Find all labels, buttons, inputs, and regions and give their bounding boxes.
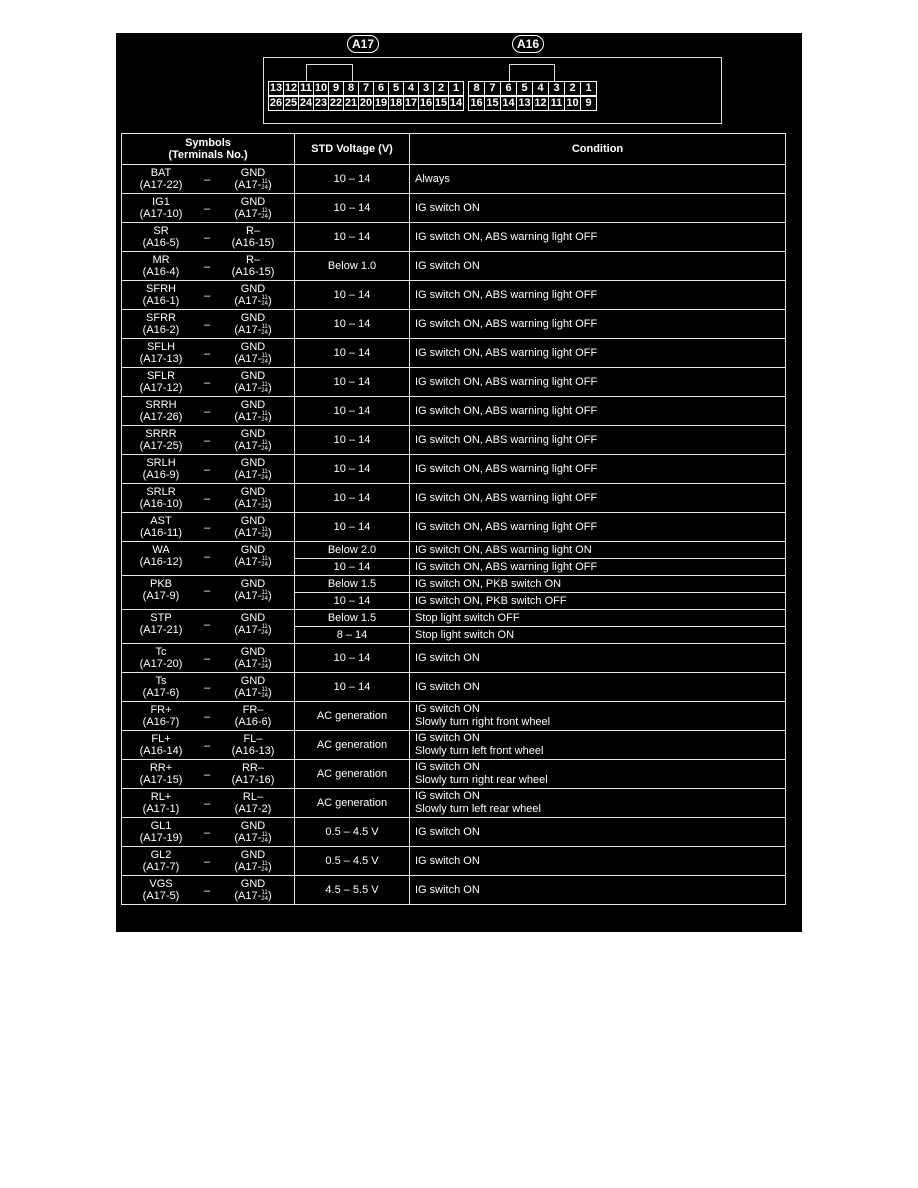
terminal-negative: GND (A17-11 24) <box>234 578 272 603</box>
condition-cell: IG switch ON, ABS warning light OFF <box>410 455 786 484</box>
condition-cell: IG switch ON, ABS warning light OFF <box>410 368 786 397</box>
terminal-positive: AST (A16-11) <box>140 515 182 539</box>
condition-cell: IG switch ON, ABS warning light OFF <box>410 513 786 542</box>
std-voltage-cell: Below 1.0 <box>295 252 410 281</box>
table-row <box>122 310 786 339</box>
terminal-positive: SFRR (A16-2) <box>142 312 180 336</box>
condition-cell: IG switch ON <box>410 252 786 281</box>
separator-dash: – <box>204 827 211 839</box>
std-voltage-cell: 10 – 14 <box>295 223 410 252</box>
condition-cell: IG switch ON <box>410 818 786 847</box>
connector-pin: 11 <box>298 81 314 96</box>
condition-cell: IG switch ON, ABS warning light OFF <box>410 339 786 368</box>
terminal-pair-cell <box>122 397 295 426</box>
condition-cell: IG switch ON <box>410 847 786 876</box>
condition-cell: Stop light switch OFF <box>410 610 786 627</box>
terminal-pair-cell <box>122 281 295 310</box>
terminal-pair-cell <box>122 818 295 847</box>
terminal-positive: SRLH (A16-9) <box>142 457 180 481</box>
condition-cell: IG switch ON <box>410 194 786 223</box>
condition-cell: IG switch ON Slowly turn left front wheel <box>410 731 786 760</box>
terminal-negative: GND (A17-11 24) <box>234 646 272 671</box>
table-row <box>122 252 786 281</box>
separator-dash: – <box>204 493 211 505</box>
terminal-positive: RR+ (A17-15) <box>139 762 183 786</box>
connector-pin: 18 <box>389 97 403 109</box>
separator-dash: – <box>204 653 211 665</box>
std-voltage-cell: 10 – 14 <box>295 368 410 397</box>
connector-pin: 3 <box>548 81 565 96</box>
connector-pin: 26 <box>269 97 283 109</box>
connector-pin: 2 <box>433 81 449 96</box>
connector-pin: 13 <box>269 82 283 94</box>
connector-pin: 20 <box>359 97 373 109</box>
connector-pin: 7 <box>358 81 374 96</box>
condition-cell: IG switch ON, PKB switch OFF <box>410 593 786 610</box>
terminal-negative: RR– (A17-16) <box>231 762 275 786</box>
terminal-negative: GND (A17-11 24) <box>234 428 272 453</box>
std-voltage-cell: 0.5 – 4.5 V <box>295 847 410 876</box>
terminal-pair-cell <box>122 455 295 484</box>
terminal-positive: SRRR (A17-25) <box>139 428 183 452</box>
terminal-negative: GND (A17-11 24) <box>234 675 272 700</box>
separator-dash: – <box>204 435 211 447</box>
separator-dash: – <box>204 319 211 331</box>
terminal-pair-cell <box>122 576 295 610</box>
terminal-negative: GND (A17-11 24) <box>234 196 272 221</box>
condition-cell: IG switch ON, ABS warning light OFF <box>410 281 786 310</box>
terminal-positive: GL1 (A17-19) <box>139 820 183 844</box>
condition-cell: IG switch ON, PKB switch ON <box>410 576 786 593</box>
header-condition: Condition <box>410 134 786 165</box>
terminal-positive: WA (A16-12) <box>139 544 183 568</box>
std-voltage-cell: 0.5 – 4.5 V <box>295 818 410 847</box>
terminal-positive: RL+ (A17-1) <box>142 791 180 815</box>
connector-pin: 3 <box>418 81 434 96</box>
terminal-negative: GND (A17-11 24) <box>234 457 272 482</box>
std-voltage-cell: 4.5 – 5.5 V <box>295 876 410 905</box>
connector-pin: 16 <box>468 96 485 111</box>
terminal-pair-cell <box>122 542 295 576</box>
separator-dash: – <box>204 464 211 476</box>
separator-dash: – <box>204 585 211 597</box>
connector-pin: 8 <box>343 81 359 96</box>
separator-dash: – <box>204 769 211 781</box>
std-voltage-cell: 10 – 14 <box>295 484 410 513</box>
terminal-positive: PKB (A17-9) <box>142 578 180 602</box>
table-row <box>122 484 786 513</box>
table-row <box>122 760 786 789</box>
table-row <box>122 281 786 310</box>
connector-pin: 7 <box>484 81 501 96</box>
std-voltage-cell: 10 – 14 <box>295 310 410 339</box>
std-voltage-cell: Below 1.5 <box>295 610 410 627</box>
separator-dash: – <box>204 856 211 868</box>
connector-pin: 4 <box>532 81 549 96</box>
connector-pin: 6 <box>500 81 517 96</box>
connector-latch-a16 <box>509 64 555 82</box>
separator-dash: – <box>204 798 211 810</box>
connector-pin: 16 <box>419 97 433 109</box>
terminal-positive: MR (A16-4) <box>142 254 180 278</box>
connector-a16-bottom-row <box>468 96 596 111</box>
terminal-pair-cell <box>122 760 295 789</box>
connector-pin: 13 <box>516 96 533 111</box>
connector-latch-a17 <box>306 64 353 82</box>
terminal-negative: GND (A17-11 24) <box>234 167 272 192</box>
connector-pin: 11 <box>548 96 565 111</box>
terminal-negative: RL– (A17-2) <box>234 791 272 815</box>
connector-a16-top-row <box>468 81 596 96</box>
separator-dash: – <box>204 740 211 752</box>
terminal-voltage-table <box>121 133 786 905</box>
separator-dash: – <box>204 261 211 273</box>
terminal-negative: GND (A17-11 24) <box>234 820 272 845</box>
separator-dash: – <box>204 885 211 897</box>
table-row <box>122 455 786 484</box>
connector-pin: 10 <box>314 82 328 94</box>
condition-cell: Always <box>410 165 786 194</box>
terminal-pair-cell <box>122 610 295 644</box>
connector-pin: 12 <box>532 96 549 111</box>
std-voltage-cell: 10 – 14 <box>295 455 410 484</box>
terminal-positive: SRRH (A17-26) <box>139 399 183 423</box>
terminal-pair-cell <box>122 194 295 223</box>
table-row <box>122 339 786 368</box>
separator-dash: – <box>204 377 211 389</box>
condition-cell: IG switch ON, ABS warning light OFF <box>410 397 786 426</box>
std-voltage-cell: Below 2.0 <box>295 542 410 559</box>
connector-pin: 10 <box>564 96 581 111</box>
table-row <box>122 368 786 397</box>
terminal-negative: GND (A17-11 24) <box>234 486 272 511</box>
condition-cell: IG switch ON, ABS warning light OFF <box>410 310 786 339</box>
condition-cell: IG switch ON Slowly turn left rear wheel <box>410 789 786 818</box>
table-row <box>122 397 786 426</box>
connector-pin: 9 <box>580 96 597 111</box>
terminal-negative: FR– (A16-6) <box>234 704 272 728</box>
connector-pin: 14 <box>449 97 463 109</box>
table-row <box>122 610 786 627</box>
std-voltage-cell: 10 – 14 <box>295 194 410 223</box>
terminal-pair-cell <box>122 847 295 876</box>
condition-cell: IG switch ON Slowly turn right rear wheel <box>410 760 786 789</box>
connector-pin: 24 <box>299 97 313 109</box>
terminal-positive: STP (A17-21) <box>139 612 183 636</box>
connector-pin: 19 <box>374 97 388 109</box>
terminal-pair-cell <box>122 426 295 455</box>
separator-dash: – <box>204 290 211 302</box>
document-page <box>116 33 802 932</box>
terminal-pair-cell <box>122 484 295 513</box>
condition-cell: IG switch ON, ABS warning light OFF <box>410 426 786 455</box>
connector-pin: 14 <box>500 96 517 111</box>
condition-cell: Stop light switch ON <box>410 627 786 644</box>
std-voltage-cell: 10 – 14 <box>295 644 410 673</box>
std-voltage-cell: 10 – 14 <box>295 281 410 310</box>
std-voltage-cell: 10 – 14 <box>295 559 410 576</box>
terminal-negative: GND (A17-11 24) <box>234 544 272 569</box>
header-voltage: STD Voltage (V) <box>295 134 410 165</box>
connector-pin: 1 <box>580 81 597 96</box>
terminal-negative: GND (A17-11 24) <box>234 341 272 366</box>
terminal-negative: GND (A17-11 24) <box>234 370 272 395</box>
connector-pin: 23 <box>314 97 328 109</box>
connector-pin: 21 <box>344 97 358 109</box>
terminal-positive: SRLR (A16-10) <box>139 486 183 510</box>
separator-dash: – <box>204 406 211 418</box>
terminal-pair-cell <box>122 339 295 368</box>
table-row <box>122 513 786 542</box>
condition-cell: IG switch ON <box>410 673 786 702</box>
separator-dash: – <box>204 619 211 631</box>
condition-cell: IG switch ON Slowly turn right front wheel <box>410 702 786 731</box>
condition-cell: IG switch ON, ABS warning light ON <box>410 542 786 559</box>
connector-a17-top-row <box>268 81 463 96</box>
table-row <box>122 542 786 559</box>
connector-pin: 8 <box>468 81 485 96</box>
std-voltage-cell: 8 – 14 <box>295 627 410 644</box>
table-row <box>122 223 786 252</box>
connector-pin: 17 <box>404 97 418 109</box>
terminal-pair-cell <box>122 876 295 905</box>
terminal-pair-cell <box>122 673 295 702</box>
std-voltage-cell: AC generation <box>295 789 410 818</box>
terminal-positive: FR+ (A16-7) <box>142 704 180 728</box>
terminal-positive: FL+ (A16-14) <box>139 733 183 757</box>
table-row <box>122 876 786 905</box>
std-voltage-cell: AC generation <box>295 760 410 789</box>
terminal-negative: GND (A17-11 24) <box>234 312 272 337</box>
std-voltage-cell: AC generation <box>295 731 410 760</box>
separator-dash: – <box>204 203 211 215</box>
terminal-negative: R– (A16-15) <box>231 254 275 278</box>
std-voltage-cell: 10 – 14 <box>295 673 410 702</box>
terminal-pair-cell <box>122 513 295 542</box>
terminal-positive: SFRH (A16-1) <box>142 283 180 307</box>
std-voltage-cell: 10 – 14 <box>295 165 410 194</box>
terminal-positive: IG1 (A17-10) <box>139 196 183 220</box>
terminal-pair-cell <box>122 731 295 760</box>
table-row <box>122 673 786 702</box>
terminal-negative: FL– (A16-13) <box>231 733 275 757</box>
terminal-positive: Ts (A17-6) <box>142 675 180 699</box>
table-row <box>122 702 786 731</box>
condition-cell: IG switch ON, ABS warning light OFF <box>410 223 786 252</box>
terminal-negative: GND (A17-11 24) <box>234 849 272 874</box>
std-voltage-cell: Below 1.5 <box>295 576 410 593</box>
std-voltage-cell: 10 – 14 <box>295 593 410 610</box>
connector-pin: 5 <box>388 81 404 96</box>
terminal-pair-cell <box>122 702 295 731</box>
table-row <box>122 789 786 818</box>
terminal-pair-cell <box>122 310 295 339</box>
condition-cell: IG switch ON <box>410 644 786 673</box>
terminal-pair-cell <box>122 368 295 397</box>
table-row <box>122 194 786 223</box>
table-row <box>122 576 786 593</box>
table-row <box>122 847 786 876</box>
terminal-negative: GND (A17-11 24) <box>234 399 272 424</box>
connector-pin: 9 <box>328 81 344 96</box>
table-row <box>122 818 786 847</box>
table-row <box>122 731 786 760</box>
connector-pin: 15 <box>434 97 448 109</box>
terminal-positive: SFLR (A17-12) <box>139 370 183 394</box>
connector-pin: 15 <box>484 96 501 111</box>
terminal-positive: VGS (A17-5) <box>142 878 180 902</box>
terminal-negative: GND (A17-11 24) <box>234 878 272 903</box>
terminal-positive: BAT (A17-22) <box>139 167 183 191</box>
separator-dash: – <box>204 174 211 186</box>
condition-cell: IG switch ON, ABS warning light OFF <box>410 559 786 576</box>
table-row <box>122 426 786 455</box>
connector-pin: 4 <box>403 81 419 96</box>
condition-cell: IG switch ON <box>410 876 786 905</box>
separator-dash: – <box>204 232 211 244</box>
terminal-negative: GND (A17-11 24) <box>234 283 272 308</box>
separator-dash: – <box>204 711 211 723</box>
header-symbols: Symbols (Terminals No.) <box>122 134 295 165</box>
terminal-pair-cell <box>122 644 295 673</box>
terminal-negative: GND (A17-11 24) <box>234 612 272 637</box>
connector-pin: 6 <box>373 81 389 96</box>
terminal-pair-cell <box>122 165 295 194</box>
terminal-pair-cell <box>122 789 295 818</box>
connector-label-a16: A16 <box>512 35 544 53</box>
terminal-pair-cell <box>122 252 295 281</box>
connector-pin: 25 <box>284 97 298 109</box>
terminal-negative: GND (A17-11 24) <box>234 515 272 540</box>
connector-pin: 2 <box>564 81 581 96</box>
terminal-positive: SR (A16-5) <box>142 225 180 249</box>
table-row <box>122 644 786 673</box>
connector-diagram <box>116 33 802 133</box>
std-voltage-cell: AC generation <box>295 702 410 731</box>
terminal-positive: GL2 (A17-7) <box>142 849 180 873</box>
std-voltage-cell: 10 – 14 <box>295 397 410 426</box>
terminal-positive: Tc (A17-20) <box>139 646 183 670</box>
separator-dash: – <box>204 551 211 563</box>
connector-a17-bottom-row <box>268 96 463 111</box>
connector-label-a17: A17 <box>347 35 379 53</box>
std-voltage-cell: 10 – 14 <box>295 513 410 542</box>
connector-pin: 1 <box>448 81 464 96</box>
table-row <box>122 165 786 194</box>
terminal-positive: SFLH (A17-13) <box>139 341 183 365</box>
separator-dash: – <box>204 522 211 534</box>
separator-dash: – <box>204 348 211 360</box>
terminal-negative: R– (A16-15) <box>231 225 275 249</box>
std-voltage-cell: 10 – 14 <box>295 426 410 455</box>
terminal-pair-cell <box>122 223 295 252</box>
separator-dash: – <box>204 682 211 694</box>
connector-pin: 22 <box>329 97 343 109</box>
connector-pin: 12 <box>284 82 298 94</box>
connector-pin: 5 <box>516 81 533 96</box>
std-voltage-cell: 10 – 14 <box>295 339 410 368</box>
condition-cell: IG switch ON, ABS warning light OFF <box>410 484 786 513</box>
